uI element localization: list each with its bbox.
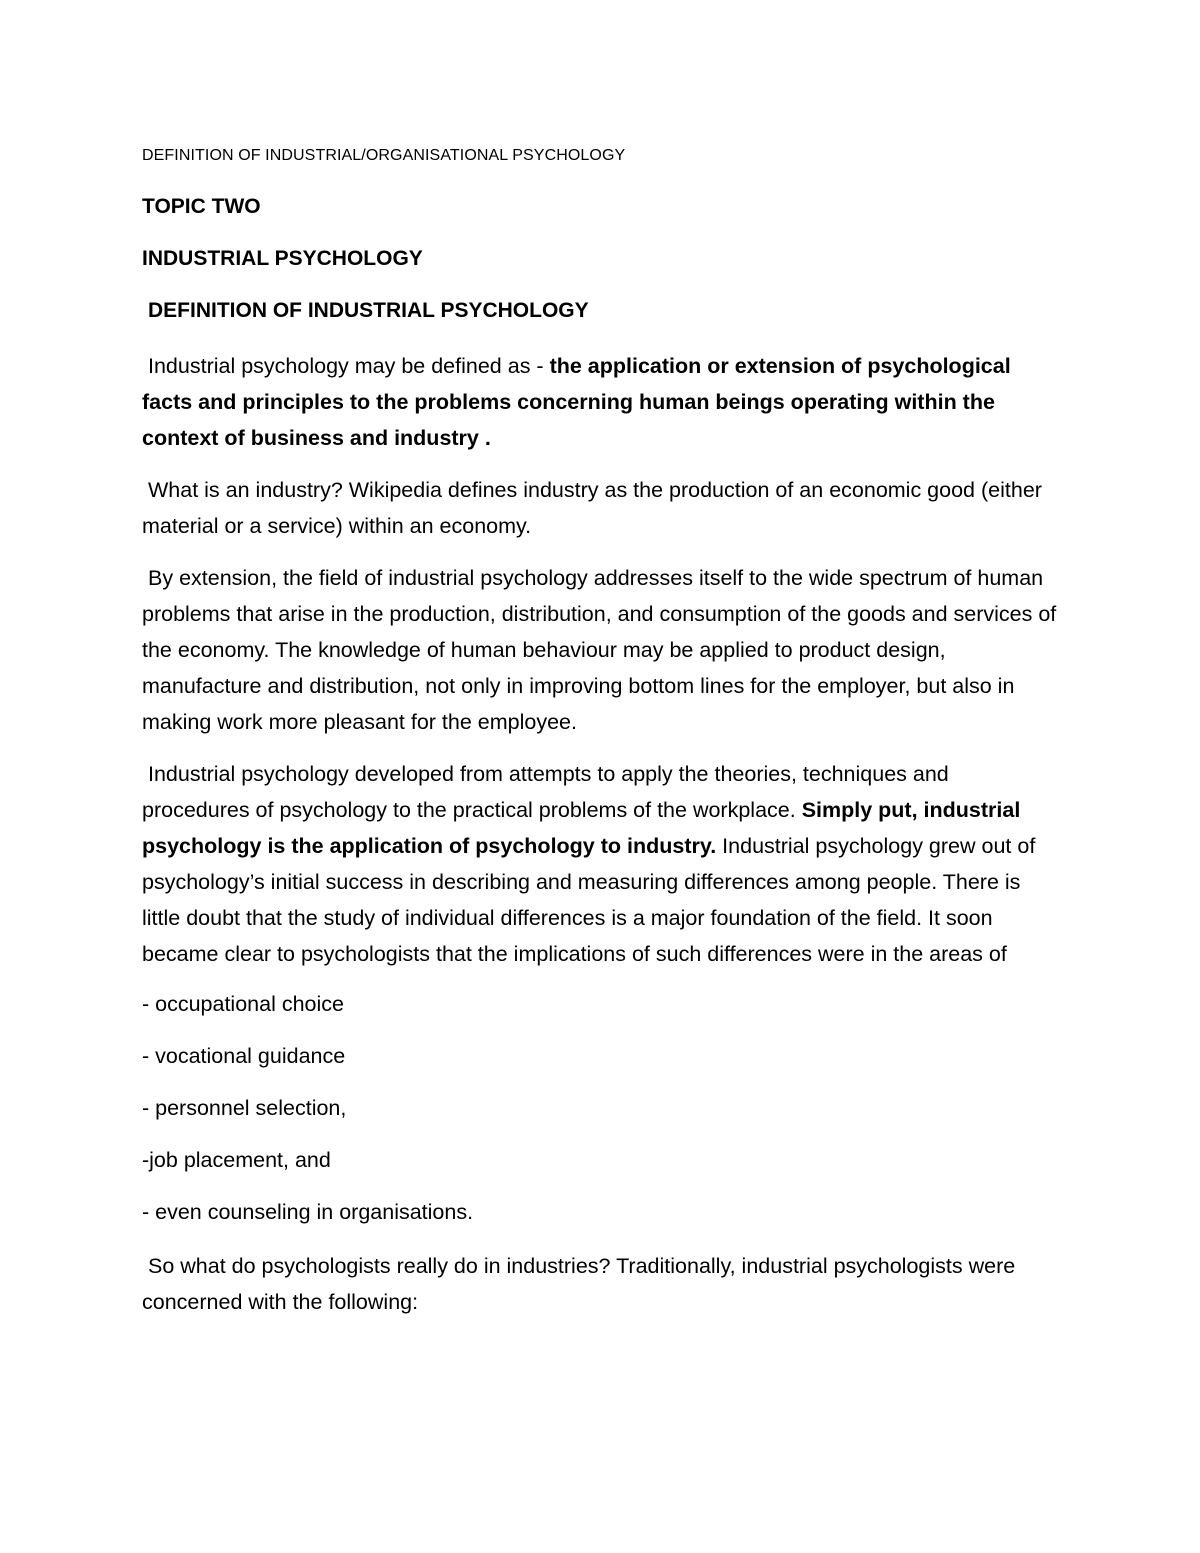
list-item-personnel-selection: - personnel selection, <box>142 1096 347 1120</box>
subsection-heading: DEFINITION OF INDUSTRIAL PSYCHOLOGY <box>148 299 589 322</box>
list-item-counseling: - even counseling in organisations. <box>142 1200 474 1224</box>
list-item-occupational-choice: - occupational choice <box>142 992 344 1016</box>
industry-text: What is an industry? Wikipedia defines industry as the production of an economic good (either material or a service) within an economy. <box>142 478 1042 538</box>
list-item-job-placement: -job placement, and <box>142 1148 331 1172</box>
definition-bold: the application or extension of psychological facts and principles to the problems concerning human beings operating within the context of business and industry . <box>142 354 1011 450</box>
definition-intro: Industrial psychology may be defined as - <box>148 354 550 378</box>
industry-paragraph <box>142 472 1062 544</box>
development-paragraph <box>142 756 1062 972</box>
definition-paragraph <box>142 348 1062 456</box>
development-text-1: Industrial psychology developed from attempts to apply the theories, techniques and procedures of psychology to the practical problems of the workplace. <box>142 762 949 822</box>
extension-text: By extension, the field of industrial psychology addresses itself to the wide spectrum of human problems that arise in the production, distribution, and consumption of the goods and services of the economy. The knowledge of human behaviour may be applied to product design, manufacture and distribution, not only in improving bottom lines for the employer, but also in making work more pleasant for the employee. <box>142 566 1057 734</box>
list-item-vocational-guidance: - vocational guidance <box>142 1044 346 1068</box>
closing-text: So what do psychologists really do in industries? Traditionally, industrial psychologists were concerned with the following: <box>142 1254 1016 1314</box>
development-bold: Simply put, industrial psychology is the application of psychology to industry. <box>142 798 1021 858</box>
development-text-2: Industrial psychology grew out of psychology’s initial success in describing and measuring differences among people. There is little doubt that the study of individual differences is a major foundation of the field. It soon became clear to psychologists that the implications of such differences were in the areas of <box>142 834 1036 966</box>
topic-heading: TOPIC TWO <box>142 195 261 218</box>
section-heading: INDUSTRIAL PSYCHOLOGY <box>142 247 423 270</box>
document-body <box>142 140 1062 1336</box>
extension-paragraph <box>142 560 1062 740</box>
document-title: DEFINITION OF INDUSTRIAL/ORGANISATIONAL PSYCHOLOGY <box>142 147 626 164</box>
closing-paragraph <box>142 1248 1062 1320</box>
